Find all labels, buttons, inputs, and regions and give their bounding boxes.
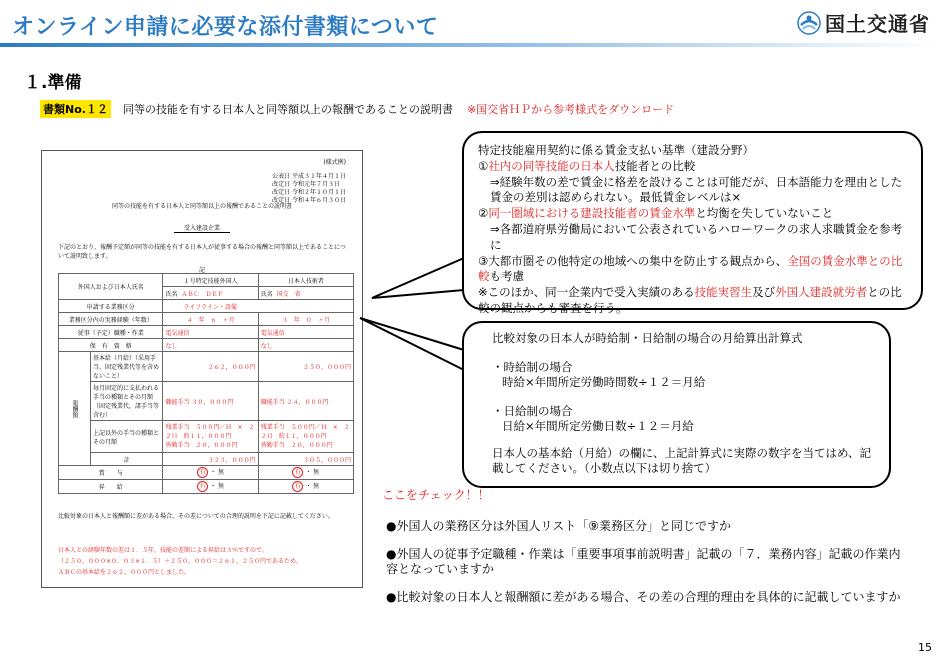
japanese-name: 国交 省 [276,290,301,298]
item1-num: ① [478,158,489,173]
logo-text: 国土交通省 [825,12,930,36]
form-footer: 比較対象の日本人と報酬額に差がある場合、その差についての合理的説明を下記に記載してください。 [58,513,334,520]
callout1-item1 [478,159,907,175]
raise-label: 昇 給 [59,480,163,494]
foreign-other [163,421,258,453]
foreign-job: 電気通信 [163,326,258,339]
japanese-raise: 有 ・ 無 [258,480,353,494]
table-row [59,274,354,287]
japanese-other-line: 皆勤手当 ２０，０００円 [260,442,333,449]
form-intro: 下記のとおり、報酬予定額が同等の技能を有する日本人が従事する場合の報酬と同等額以上であることについて説明致します。 [58,244,346,260]
allowance-type: 職能手当 [260,398,285,406]
callout1-note [478,285,907,317]
yes-circle: 有 [197,467,208,478]
callout2-pointer [360,318,464,370]
foreign-base: ２６２，０００円 [163,352,258,382]
table-row [59,382,354,421]
foreign-allowance-cell [163,382,258,421]
item1-red: 社内の同等技能の日本人 [488,158,615,173]
check-item: ●比較対象の日本人と報酬額に差がある場合、その差の合理的理由を具体的に記載していますか [386,590,901,604]
spacer [492,434,875,446]
other-label: 上記以外の手当の種類とその月額 [91,421,163,453]
japanese-base: ２５０，０００円 [258,352,353,382]
form-table [58,273,354,494]
table-row [59,313,354,326]
note-rest: との比較の観点からも審査を行う。 [478,285,902,315]
table-row [59,352,354,382]
item3-red: 全国の賃金水準との比較 [478,253,903,284]
callout1-heading: 特定技能雇用契約に係る賃金支払い基準（建設分野） [478,143,754,157]
bonus-label: 賞 与 [59,466,163,480]
table-row [59,300,354,313]
hourly-formula: 時給×年間所定労働時間数÷１２＝月給 [502,375,706,389]
check-list [386,519,906,618]
japanese-job: 電気通信 [258,326,353,339]
japanese-allowance: ２４，０００円 [286,398,329,406]
foreign-other-line: 残業手当 ５００円／Ｈ × ２２日 約１１，０００円 [165,424,255,440]
allowance-label: 毎月固定的に支払われる手当の種類とその月額（固定残業代、諸手当等含む） [91,382,163,421]
callout1-item1-sub: ⇒経験年数の差で賃金に格差を設けることは可能だが、日本語能力を理由とした賃金の差別は認められない。最低賃金レベルは× [490,174,903,205]
item2-red: 同一圏域における建設技能者の賃金水準 [488,206,696,221]
document-description: 同等の技能を有する日本人と同等額以上の報酬であることの説明書 [122,103,453,116]
table-row [59,466,354,480]
item3-rest: も考慮 [489,269,524,284]
daily-label: ・日給制の場合 [492,404,573,418]
foreign-allowance: ３０，０００円 [191,398,234,406]
spacer [492,390,875,404]
foreign-total: ３２３，０００円 [163,453,258,466]
category-label: 申請する業務区分 [59,300,163,313]
item1-rest: 技能者との比較 [614,158,696,173]
item2-num: ② [478,206,489,221]
table-row [59,453,354,466]
total-label: 計 [91,453,163,466]
section-heading: １.準備 [24,73,82,93]
document-number-badge: 書類No.１２ [40,100,111,118]
col-foreign: １号特定技能外国人 [163,274,258,287]
red-note-line: ＡＢＣの基本給を２６２，０００円としました。 [58,569,191,576]
document-line [40,100,674,118]
japanese-total: ３０５，０００円 [258,453,353,466]
japanese-experience: ３ 年 ０ ヶ月 [258,313,353,326]
no-option: 無 [218,483,225,490]
foreign-qualification: なし [163,339,258,352]
japanese-qualification: なし [258,339,353,352]
col-japanese: 日本人技術者 [258,274,353,287]
japanese-other [258,421,353,453]
check-label: ここをチェック！！ [382,488,490,502]
form-red-note [58,545,354,578]
table-row [59,339,354,352]
foreign-raise: 有 ・ 無 [163,480,258,494]
form-org [42,223,362,232]
callout1-item2 [478,206,907,222]
callout2-heading: 比較対象の日本人が時給制・日給制の場合の月給算出計算式 [492,331,803,345]
item3-pre: ③大都市圏その他特定の地域への集中を防止する観点から、 [478,253,788,268]
title-rule [0,43,942,47]
foreign-bonus: 有 ・ 無 [163,466,258,480]
note-red2: 外国人建設就労者 [775,285,868,300]
wage-criteria-callout [462,131,923,315]
job-label: 従事（予定）職種・作業 [59,326,163,339]
no-option: 無 [313,469,320,476]
red-note-line: 日本人との経験年数の差は１．５年、技能の差額による昇給は３％ですので、 [58,547,268,554]
download-note: ※国交省ＨＰから参考様式をダウンロード [466,103,675,116]
check-item: ●外国人の従事予定職種・作業は「重要事項事前説明書」記載の「７．業務内容」記載の作業内容となっていますか [386,547,901,576]
callout1-item3 [478,254,907,286]
form-ki: 記 [198,267,205,274]
foreign-other-line: 皆勤手当 ２０，０００円 [165,442,238,449]
callout1-item2-sub: ⇒各都道府県労働局において公表されているハローワークの求人求職賃金を参考に [490,221,903,252]
base-label: 基本給（月給）（采用手当、固定残業代等を含めないこと） [91,352,163,382]
yes-circle: 有 [292,467,303,478]
check-item: ●外国人の業務区分は外国人リスト「⑨業務区分」と同じですか [386,519,731,533]
logo [797,8,930,37]
japanese-other-line: 残業手当 ５００円／Ｈ × ２２日 約１１，０００円 [260,424,350,440]
form-title: 同等の技能を有する日本人と同等額以上の報酬であることの説明書 [111,203,292,210]
form-revision: 改定日 令和４年６月３０日 [272,197,346,204]
callout1-pointer [372,258,464,298]
page-title: オンライン申請に必要な添付書類について [12,15,439,40]
daily-formula: 日給×年間所定労働日数÷１２＝月給 [502,419,694,433]
note-mid: 及び [752,285,776,300]
pay-group-label: 報酬額 [59,352,91,466]
note-pre: ※このほか、同一企業内で受入実績のある [478,285,695,300]
name-prefix: 氏名 [165,290,178,298]
name-label: 外国人および日本人氏名 [59,274,163,300]
name-prefix: 氏名 [260,290,273,298]
table-row [59,421,354,453]
yes-circle: 有 [197,481,208,492]
form-revision: 公表日 平成３１年４月１日 [272,173,346,180]
note-red1: 技能実習生 [694,285,753,300]
foreign-experience: ４ 年 ６ ヶ月 [163,313,258,326]
table-row [59,326,354,339]
red-note-line: （２５０，０００×０．０３×１．５）＋２５０，０００＝２６１，２５０円であるため、 [58,558,302,565]
form-revision: 改定日 令和２年１０月１日 [272,189,346,196]
japanese-bonus: 有 ・ 無 [258,466,353,480]
no-option: 無 [313,483,320,490]
category-value: ライフライン・設備 [163,300,354,313]
hourly-label: ・時給制の場合 [492,360,573,374]
sample-form [41,150,363,588]
japanese-name-cell [258,287,353,300]
header [0,0,942,48]
allowance-type: 職能手当 [165,398,190,406]
qualification-label: 保 有 資 格 [59,339,163,352]
yes-circle: 有 [292,481,303,492]
table-row [59,480,354,494]
no-option: 無 [218,469,225,476]
foreign-name-cell [163,287,258,300]
spacer [492,346,875,360]
item2-rest: と均衡を失していないこと [695,206,834,221]
experience-label: 業務区分内の実務経験（年数） [59,313,163,326]
hourly-daily-callout [462,321,891,488]
japanese-allowance-cell [258,382,353,421]
mlit-logo-icon [797,11,821,35]
form-revision: 改定日 令和元年７月３日 [272,181,340,188]
foreign-name: ＡＢＣ ＤＥＦ [181,290,224,298]
form-org-label: 受入建設企業 [174,225,230,233]
callout2-note: 日本人の基本給（月給）の欄に、上記計算式に実際の数字を当てはめ、記載してください。（小数点以下は切り捨て） [492,446,872,475]
page-number: 15 [918,641,932,654]
form-sample-label: (様式例) [323,159,346,166]
